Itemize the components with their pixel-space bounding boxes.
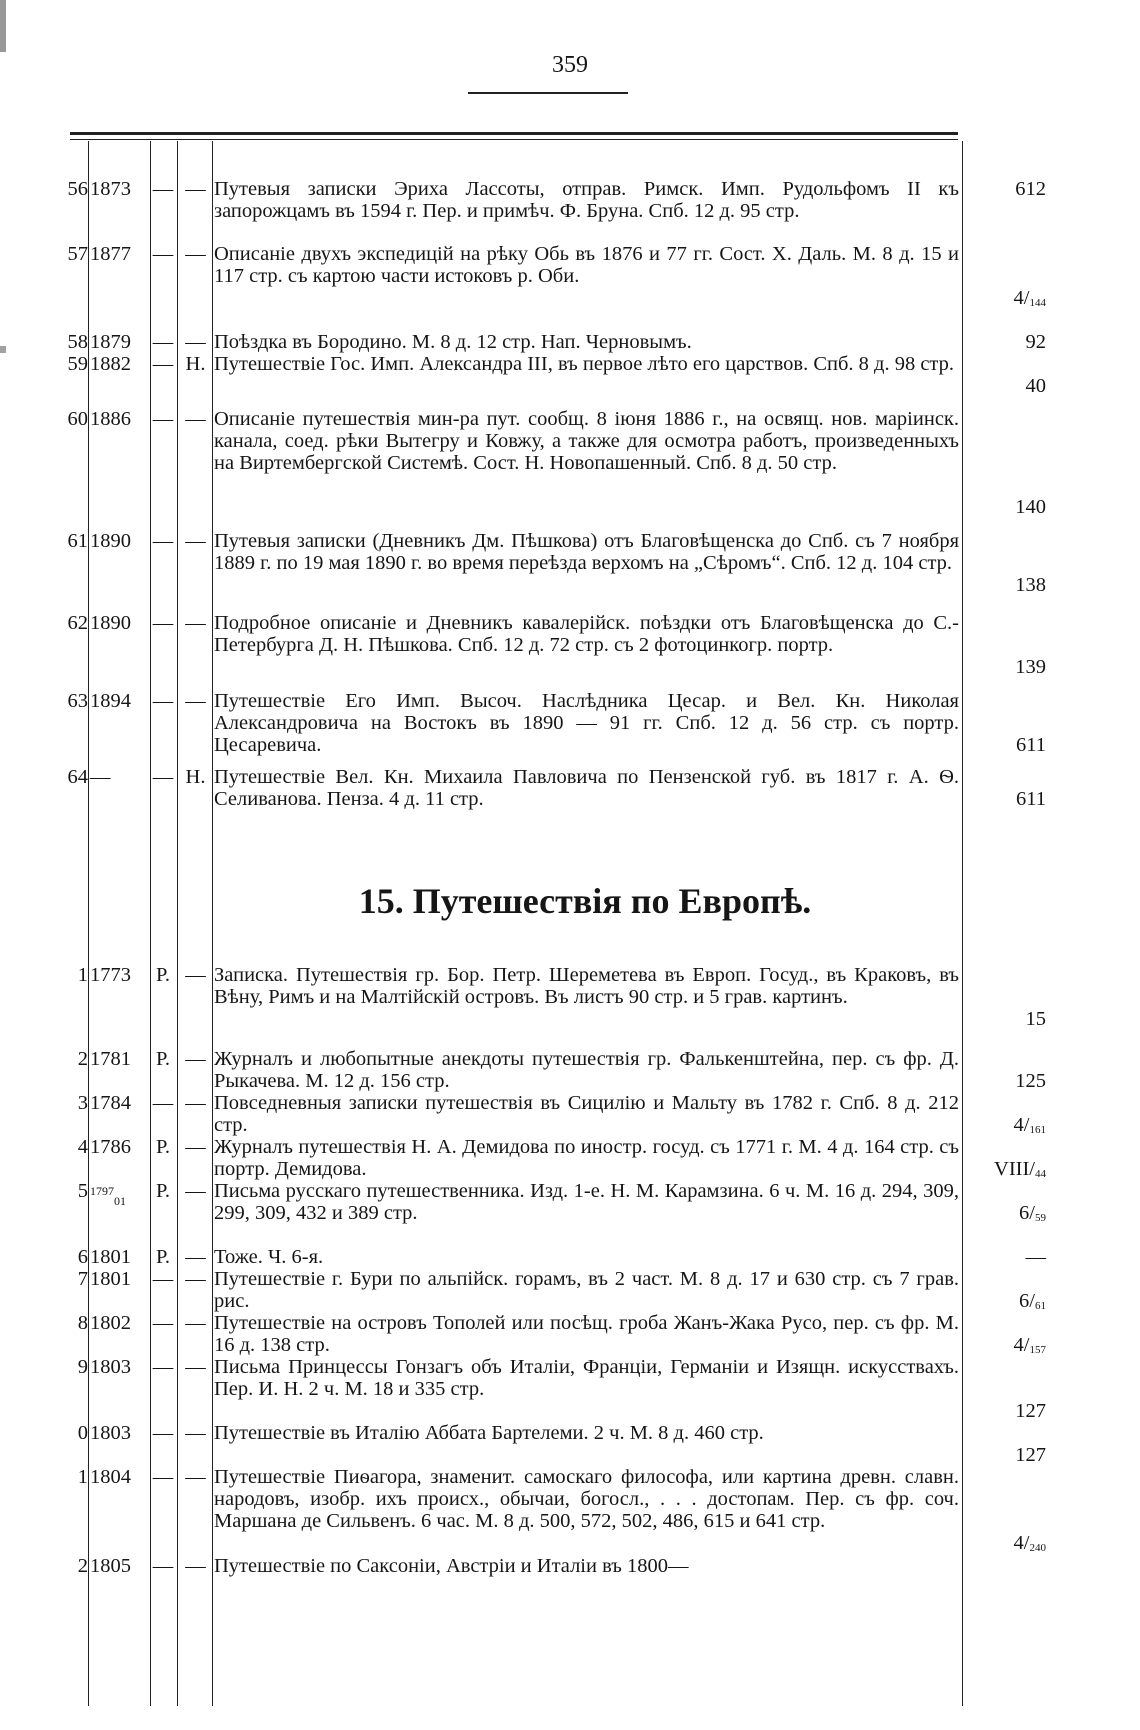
entry-mark-b: — [185, 1268, 206, 1290]
entry-mark-b: — [185, 1422, 206, 1444]
entry-description: Путешествіе на островъ Тополей или посѣщ. гроба Жанъ-Жака Русо, пер. съ фр. М. 16 д. 138 стр. [214, 1312, 959, 1357]
section-title: 15. Путешествія по Европѣ. [358, 881, 812, 921]
entry-number: 57 [67, 243, 88, 265]
entry-description: Поѣздка въ Бородино. М. 8 д. 12 стр. Нап. Черновымъ. [214, 331, 692, 353]
entry-reference [962, 375, 1046, 397]
entry-number: 4 [77, 1136, 88, 1158]
entry-year: 1890 [90, 530, 131, 552]
entry-year: 1801 [90, 1268, 131, 1290]
entry-description: Путешествіе Пиѳагора, знаменит. самоскаго философа, или картина древн. славн. народовъ, изобр. ихъ происх., обычаи, богосл., . . . достопам. Пер. съ фр. соч. Маршана де Сильвенъ. 6 час. М. 8 д. 500, 572, 502, 486, 615 и 641 стр. [214, 1466, 959, 1533]
entry-description: Путевыя записки (Дневникъ Дм. Пѣшкова) отъ Благовѣщенска до Спб. съ 7 ноября 1889 г. по 19 мая 1890 г. во время переѣзда верхомъ на „Сѣромъ“. Спб. 12 д. 104 стр. [214, 530, 959, 575]
entry-reference [962, 1334, 1046, 1361]
entry-number: 63 [67, 690, 88, 712]
entry-reference-main: 127 [1015, 1444, 1046, 1467]
entry-reference-sub: 61 [1035, 1300, 1046, 1313]
entry-reference [962, 1400, 1046, 1422]
entry-mark-b: — [185, 1246, 206, 1268]
entry-description: Повседневныя записки путешествія въ Сицилію и Мальту въ 1782 г. Спб. 8 д. 212 стр. [214, 1092, 959, 1137]
entry-reference [962, 1246, 1046, 1268]
entry-number: 59 [67, 353, 88, 375]
entry-description: Письма русскаго путешественника. Изд. 1-е. Н. М. Карамзина. 6 ч. М. 16 д. 294, 309, 299, 309, 432 и 389 стр. [214, 1180, 959, 1225]
entry-mark-b: — [185, 964, 206, 986]
entry-number: 9 [77, 1356, 88, 1378]
entry-mark-a: Р. [156, 964, 170, 986]
entry-year: 1805 [90, 1555, 131, 1577]
entry-reference-sub: 161 [1029, 1124, 1046, 1137]
entry-mark-b: — [185, 178, 206, 200]
entry-reference-main: 40 [1025, 375, 1046, 398]
entry-reference-main: 611 [1016, 734, 1046, 757]
entry-reference-main: 139 [1015, 656, 1046, 679]
entry-reference [962, 1070, 1046, 1092]
entry-year-end: 01 [114, 1194, 126, 1208]
column-divider-number [88, 141, 89, 1706]
entry-reference-main: 4/ [1013, 1114, 1030, 1137]
entry-mark-a: — [152, 1466, 174, 1488]
entry-mark-a: — [152, 1092, 174, 1114]
entry-description: Журналъ путешествія Н. А. Демидова по иностр. госуд. съ 1771 г. М. 4 д. 164 стр. съ портр. Демидова. [214, 1136, 959, 1181]
entry-number: 7 [77, 1268, 88, 1290]
entry-number: 56 [67, 178, 88, 200]
entry-reference-sub: 240 [1029, 1542, 1046, 1555]
entry-mark-a: — [152, 331, 174, 353]
entry-description: Путешествіе Вел. Кн. Михаила Павловича по Пензенской губ. въ 1817 г. А. Ѳ. Селиванова. Пенза. 4 д. 11 стр. [214, 766, 959, 811]
entry-mark-b: — [185, 1092, 206, 1114]
entry-number: 8 [77, 1312, 88, 1334]
entry-mark-b: — [185, 1356, 206, 1378]
entry-mark-a: — [152, 353, 174, 375]
entry-year: 1803 [90, 1422, 131, 1444]
entry-number: 60 [67, 408, 88, 430]
entry-reference [962, 331, 1046, 353]
entry-mark-b: — [185, 243, 206, 265]
entry-year: 1773 [90, 964, 131, 986]
entry-mark-a: — [152, 408, 174, 430]
entry-reference-main: 125 [1015, 1070, 1046, 1093]
entry-number: 1 [77, 1466, 88, 1488]
entry-reference [962, 1444, 1046, 1466]
entry-mark-a: — [152, 1422, 174, 1444]
entry-reference-main: 4/ [1013, 1532, 1030, 1555]
entry-reference-main: 127 [1015, 1400, 1046, 1423]
entry-mark-a: Р. [156, 1136, 170, 1158]
table-top-rule-thin [70, 139, 958, 140]
entry-number: 61 [67, 530, 88, 552]
entry-reference-main: 4/ [1013, 1334, 1030, 1357]
entry-number: 58 [67, 331, 88, 353]
entry-year: 1882 [90, 353, 131, 375]
entry-description: Письма Принцессы Гонзагъ объ Италіи, Франціи, Германіи и Изящн. искусствахъ. Пер. И. Н. 2 ч. М. 18 и 335 стр. [214, 1356, 959, 1401]
entry-reference [962, 178, 1046, 200]
entry-reference [962, 287, 1046, 314]
entry-number: 3 [77, 1092, 88, 1114]
entry-description: Записка. Путешествія гр. Бор. Петр. Шереметева въ Европ. Госуд., въ Краковъ, въ Вѣну, Римъ и на Малтійскій островъ. Въ листъ 90 стр. и 5 грав. картинъ. [214, 964, 959, 1009]
entry-mark-b: — [185, 1048, 206, 1070]
entry-mark-b: — [185, 331, 206, 353]
entry-mark-a: — [152, 1268, 174, 1290]
entry-reference-main: 4/ [1013, 287, 1030, 310]
entry-year: 1786 [90, 1136, 131, 1158]
entry-description: Описаніе путешествія мин-ра пут. сообщ. 8 іюня 1886 г., на освящ. нов. маріинск. канала, соед. рѣки Вытегру и Ковжу, а также для осмотра работъ, произведенныхъ на Виртембергской Системѣ. Сост. Н. Новопашенный. Спб. 8 д. 50 стр. [214, 408, 959, 475]
entry-mark-a: — [152, 1312, 174, 1334]
entry-reference-main: 140 [1015, 496, 1046, 519]
entry-number: 6 [77, 1246, 88, 1268]
entry-mark-b: — [185, 1312, 206, 1334]
page-number-rule [468, 92, 628, 94]
entry-year-main: 1797 [90, 1184, 114, 1198]
entry-reference [962, 496, 1046, 518]
entry-description: Путешествіе г. Бури по альпійск. горамъ, въ 2 част. М. 8 д. 17 и 630 стр. съ 7 грав. рис. [214, 1268, 959, 1313]
entry-reference [962, 788, 1046, 810]
entry-number: 0 [77, 1422, 88, 1444]
entry-mark-b: — [185, 530, 206, 552]
entry-mark-a: — [152, 530, 174, 552]
entry-year: 1801 [90, 1246, 131, 1268]
entry-mark-a: Р. [156, 1180, 170, 1202]
entry-year: 1877 [90, 243, 131, 265]
entry-mark-a: — [152, 1356, 174, 1378]
entry-reference-main: 611 [1016, 788, 1046, 811]
entry-reference-sub: 157 [1029, 1344, 1046, 1357]
entry-number: 62 [67, 612, 88, 634]
entry-mark-a: Р. [156, 1246, 170, 1268]
entry-description: Журналъ и любопытные анекдоты путешествія гр. Фалькенштейна, пер. съ фр. Д. Рыкачева. М. 12 д. 156 стр. [214, 1048, 959, 1093]
entry-description: Тоже. Ч. 6-я. [214, 1246, 324, 1268]
page-number: 359 [552, 52, 588, 78]
entry-mark-b: — [185, 1555, 206, 1577]
entry-year: 1781 [90, 1048, 131, 1070]
page-edge-scan-mark [0, 0, 6, 1730]
entry-description: Путевыя записки Эриха Лассоты, отправ. Римск. Имп. Рудольфомъ II къ запорожцамъ въ 1594 г. Пер. и примѣч. Ф. Бруна. Спб. 12 д. 95 стр. [214, 178, 959, 223]
entry-reference [962, 1290, 1046, 1317]
entry-mark-b: — [185, 408, 206, 430]
entry-reference-sub: 44 [1035, 1168, 1046, 1181]
entry-reference [962, 1202, 1046, 1229]
entry-reference [962, 574, 1046, 596]
entry-reference-main: VIII/ [994, 1158, 1035, 1181]
entry-reference-main: 612 [1015, 178, 1046, 200]
entry-description: Подробное описаніе и Дневникъ кавалерійск. поѣздки отъ Благовѣщенска до С.-Петербурга Д. Н. Пѣшкова. Спб. 12 д. 72 стр. съ 2 фотоцинкогр. портр. [214, 612, 959, 657]
entry-reference [962, 1532, 1046, 1559]
entry-mark-a: — [152, 243, 174, 265]
entry-reference-main: 92 [1025, 331, 1046, 353]
entry-mark-a: — [152, 178, 174, 200]
entry-mark-b: — [185, 1136, 206, 1158]
entry-description: Путешествіе Его Имп. Высоч. Наслѣдника Цесар. и Вел. Кн. Николая Александровича на Востокъ въ 1890 — 91 гг. Спб. 12 д. 56 стр. съ портр. Цесаревича. [214, 690, 959, 757]
entry-reference-main: — [1025, 1246, 1046, 1268]
entry-year: 1802 [90, 1312, 131, 1334]
entry-description: Путешествіе Гос. Имп. Александра III, въ первое лѣто его царствов. Спб. 8 д. 98 стр. [214, 353, 955, 375]
entry-reference-main: 15 [1025, 1008, 1046, 1031]
entry-reference [962, 1114, 1046, 1141]
entry-mark-b: Н. [185, 766, 206, 788]
entry-number: 5 [77, 1180, 88, 1202]
entry-reference-main: 6/ [1019, 1290, 1035, 1313]
entry-reference [962, 734, 1046, 756]
entry-reference-sub: 59 [1035, 1212, 1046, 1225]
entry-description: Путешествіе въ Италію Аббата Бартелеми. 2 ч. М. 8 д. 460 стр. [214, 1422, 764, 1444]
entry-number: 64 [67, 766, 88, 788]
entry-number: 1 [77, 964, 88, 986]
entry-mark-a: — [152, 690, 174, 712]
entry-reference-main: 6/ [1019, 1202, 1035, 1225]
table-top-rule [70, 132, 958, 135]
entry-reference [962, 1008, 1046, 1030]
entry-year: 1804 [90, 1466, 131, 1488]
entry-mark-a: — [152, 612, 174, 634]
entry-number: 2 [77, 1048, 88, 1070]
entry-year: 1803 [90, 1356, 131, 1378]
entry-mark-a: — [152, 766, 174, 788]
entry-mark-b: — [185, 612, 206, 634]
entry-mark-b: — [185, 690, 206, 712]
entry-mark-b: Н. [185, 353, 206, 375]
entry-year [90, 1180, 150, 1212]
entry-mark-a: — [152, 1555, 174, 1577]
entry-year: 1890 [90, 612, 131, 634]
entry-reference [962, 656, 1046, 678]
entry-mark-b: — [185, 1466, 206, 1488]
entry-mark-b: — [185, 1180, 206, 1202]
entry-mark-a: Р. [156, 1048, 170, 1070]
entry-description: Описаніе двухъ экспедицій на рѣку Обь въ 1876 и 77 гг. Сост. Х. Даль. М. 8 д. 15 и 117 стр. съ картою части истоковъ р. Оби. [214, 243, 959, 288]
entry-number: 2 [77, 1555, 88, 1577]
entry-year: 1886 [90, 408, 131, 430]
column-divider-year [150, 141, 151, 1706]
entry-year: 1784 [90, 1092, 131, 1114]
entry-reference [962, 1158, 1046, 1185]
entry-reference-main: 138 [1015, 574, 1046, 597]
entry-reference-sub: 144 [1029, 297, 1046, 310]
entry-year: — [90, 766, 111, 788]
entry-description: Путешествіе по Саксоніи, Австріи и Италіи въ 1800— [214, 1555, 689, 1577]
entry-year: 1879 [90, 331, 131, 353]
entry-year: 1894 [90, 690, 131, 712]
entry-year: 1873 [90, 178, 131, 200]
